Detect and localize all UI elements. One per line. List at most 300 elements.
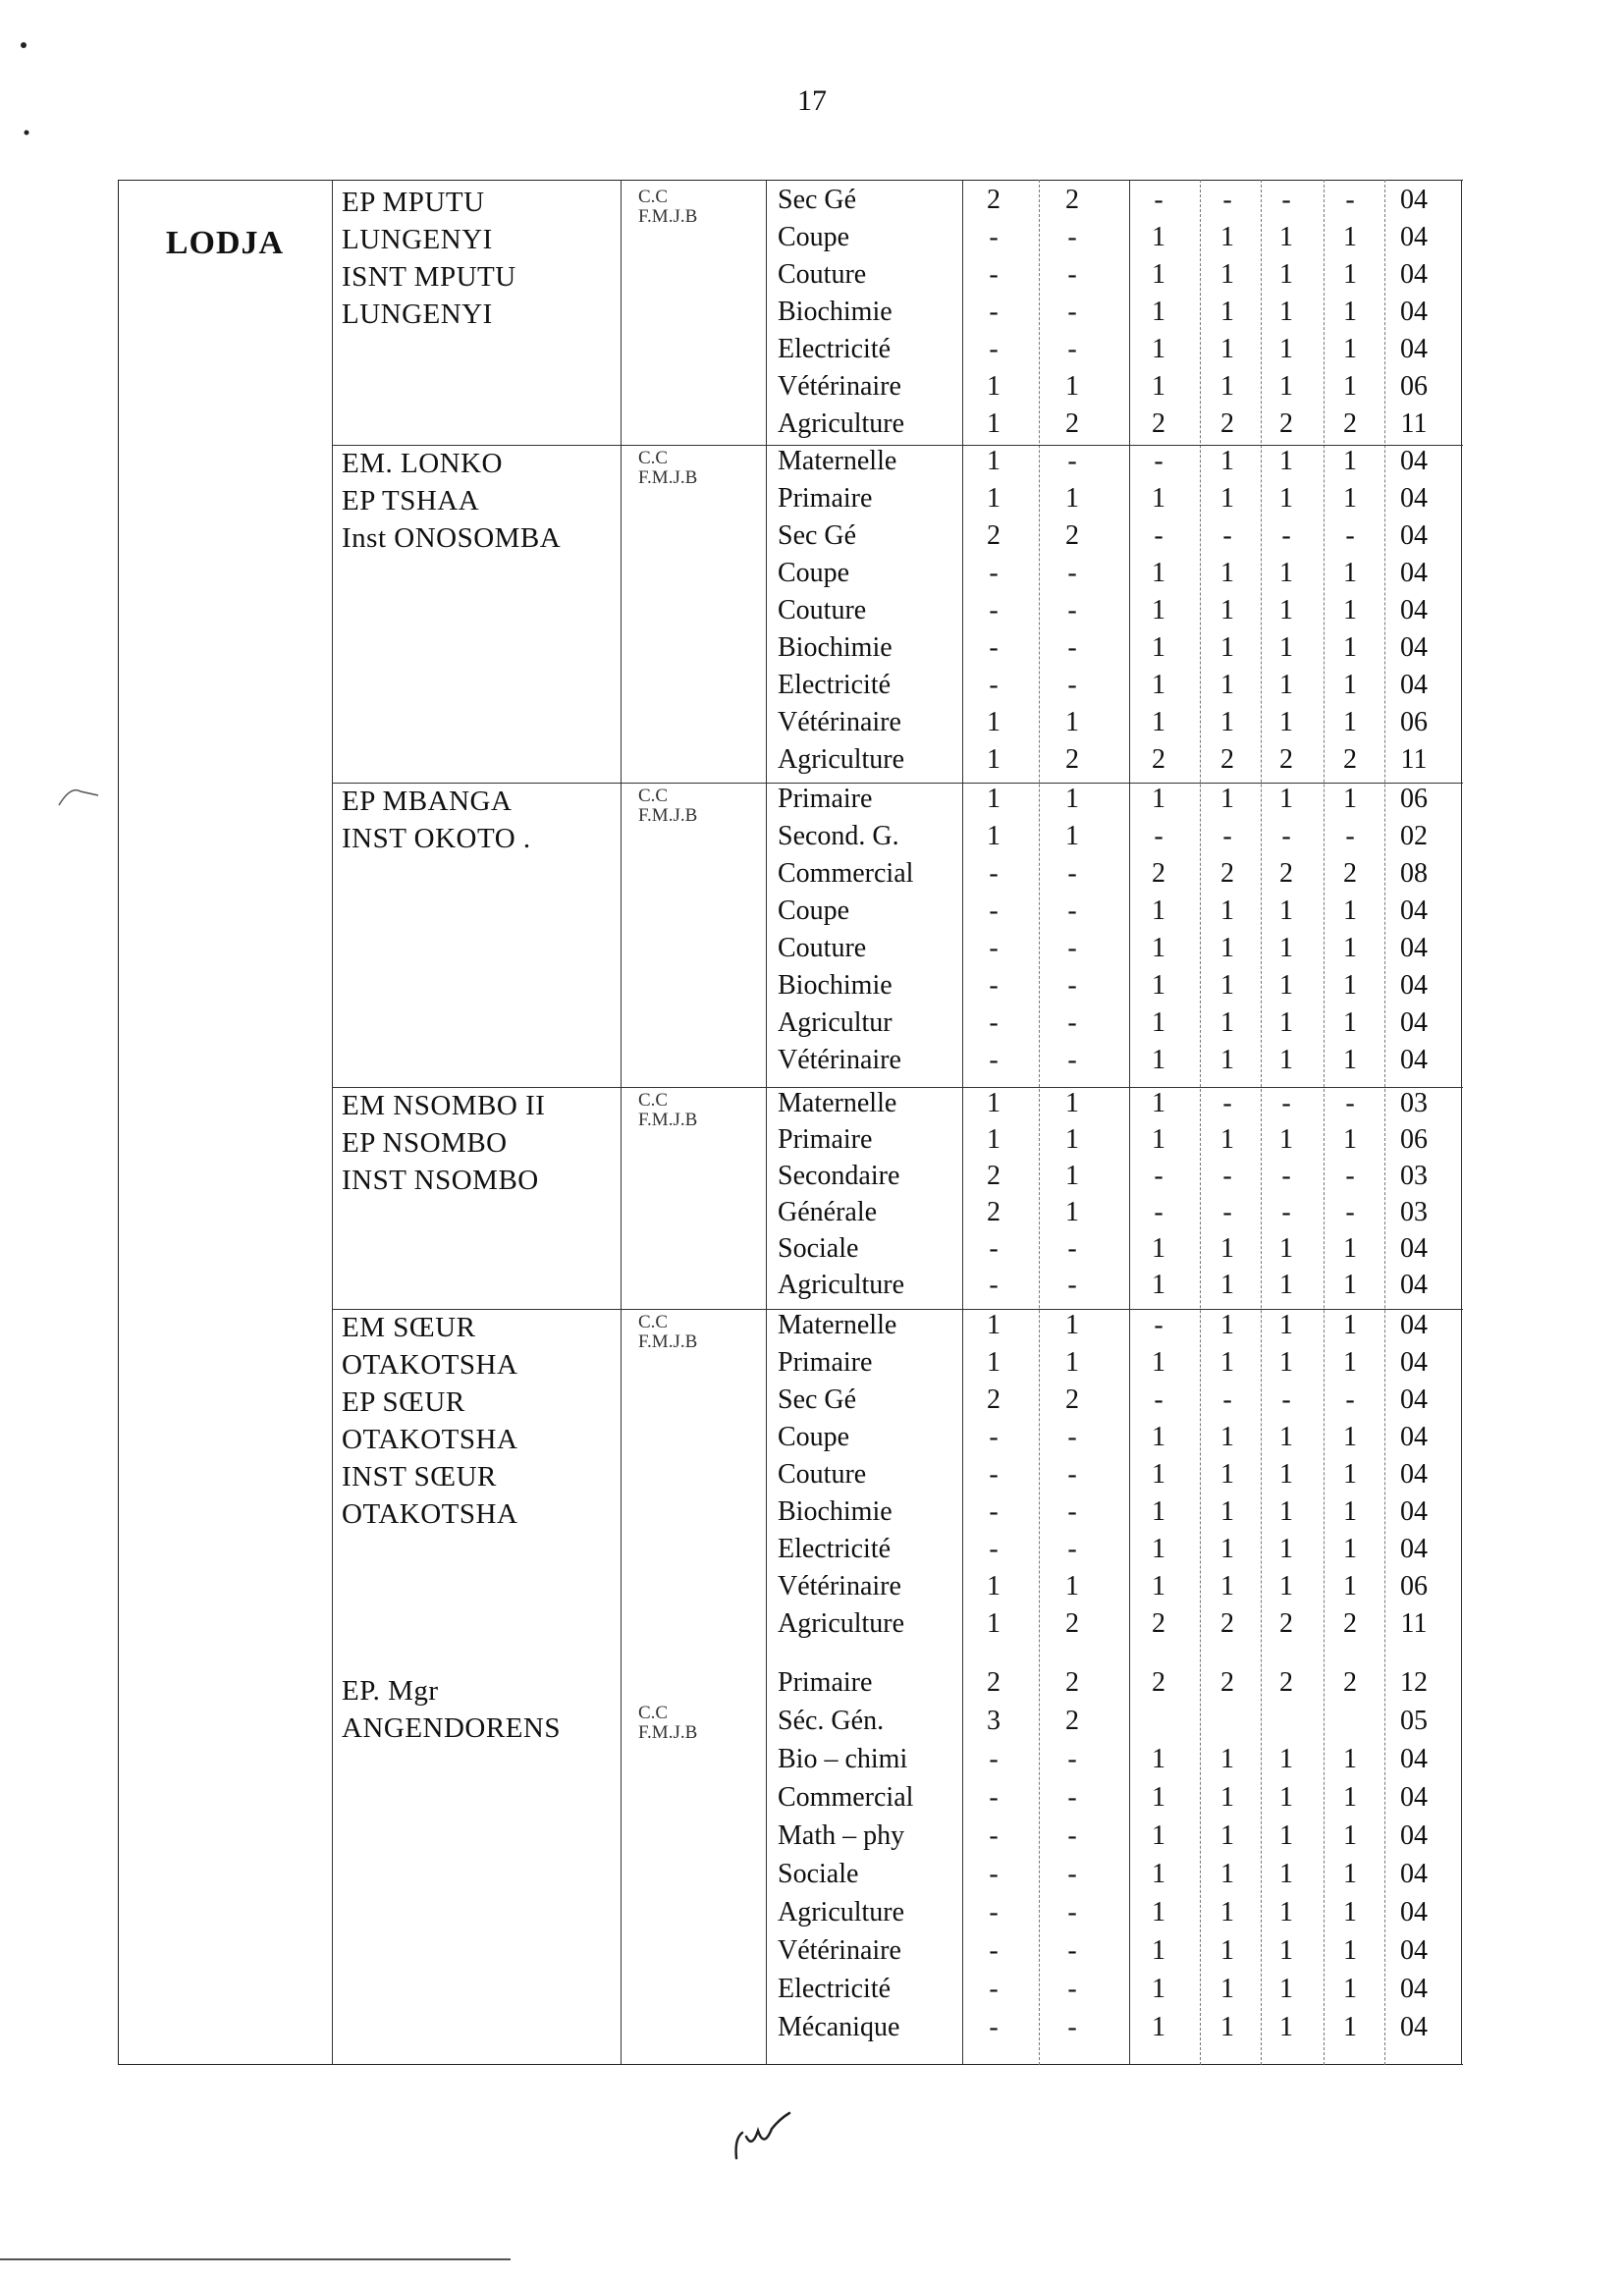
count-cell-4: 1 xyxy=(1220,483,1234,514)
table-row xyxy=(118,219,1463,256)
footer-rule xyxy=(0,2258,511,2260)
count-cell-4: 1 xyxy=(1220,670,1234,700)
count-cell-1: 3 xyxy=(987,1706,1001,1736)
count-cell-3: 1 xyxy=(1152,1820,1165,1851)
handwritten-initials xyxy=(727,2090,844,2178)
speciality-cell: Electricité xyxy=(778,1974,892,2004)
count-cell-2: - xyxy=(1067,595,1077,625)
school-name: ANGENDORENS xyxy=(342,1712,561,1744)
count-cell-6: 1 xyxy=(1343,595,1357,625)
count-cell-4: 1 xyxy=(1220,1045,1234,1075)
count-cell-2: 2 xyxy=(1065,744,1079,775)
count-cell-5: 1 xyxy=(1279,595,1293,625)
count-cell-1: 2 xyxy=(987,1384,1001,1415)
count-cell-6: 1 xyxy=(1343,1571,1357,1601)
table-row xyxy=(118,1230,1463,1268)
count-cell-5: 1 xyxy=(1279,1820,1293,1851)
school-name: EP MPUTU xyxy=(342,187,485,218)
total-cell: 04 xyxy=(1400,896,1428,926)
count-cell-2: - xyxy=(1067,933,1077,963)
scan-speck-icon xyxy=(22,128,31,137)
speciality-cell: Maternelle xyxy=(778,1088,897,1118)
total-cell: 04 xyxy=(1400,222,1428,252)
count-cell-3: 1 xyxy=(1152,1935,1165,1966)
count-cell-4: 1 xyxy=(1220,1422,1234,1452)
count-cell-2: 1 xyxy=(1065,784,1079,814)
organisation-line: C.C xyxy=(638,1703,669,1723)
total-cell: 06 xyxy=(1400,1571,1428,1601)
school-name: OTAKOTSHA xyxy=(342,1424,518,1455)
count-cell-6: 1 xyxy=(1343,1347,1357,1378)
count-cell-1: - xyxy=(989,2012,999,2042)
count-cell-2: - xyxy=(1067,259,1077,290)
count-cell-1: - xyxy=(989,297,999,327)
organisation-line: C.C xyxy=(638,786,669,806)
speciality-cell: Vétérinaire xyxy=(778,707,901,737)
speciality-cell: Sociale xyxy=(778,1233,859,1264)
count-cell-3: 1 xyxy=(1152,632,1165,663)
organisation-line: F.M.J.B xyxy=(638,206,698,227)
count-cell-5: - xyxy=(1281,1384,1291,1415)
count-cell-2: - xyxy=(1067,1859,1077,1889)
total-cell: 11 xyxy=(1400,408,1428,439)
total-cell: 11 xyxy=(1400,1608,1428,1639)
count-cell-3: 1 xyxy=(1152,784,1165,814)
total-cell: 04 xyxy=(1400,446,1428,476)
table-row xyxy=(118,818,1463,855)
count-cell-4: 1 xyxy=(1220,784,1234,814)
count-cell-1: - xyxy=(989,222,999,252)
count-cell-5: 1 xyxy=(1279,1782,1293,1813)
count-cell-3: 1 xyxy=(1152,2012,1165,2042)
count-cell-5: 1 xyxy=(1279,297,1293,327)
count-cell-4: 1 xyxy=(1220,1859,1234,1889)
total-cell: 04 xyxy=(1400,1347,1428,1378)
count-cell-6: 1 xyxy=(1343,1859,1357,1889)
count-cell-1: 1 xyxy=(987,408,1001,439)
total-cell: 05 xyxy=(1400,1706,1428,1736)
count-cell-2: - xyxy=(1067,222,1077,252)
table-row xyxy=(118,1158,1463,1195)
schools-table xyxy=(118,180,1463,2065)
count-cell-5: 1 xyxy=(1279,1007,1293,1038)
speciality-cell: Primaire xyxy=(778,1667,873,1698)
count-cell-4: 2 xyxy=(1220,1608,1234,1639)
total-cell: 04 xyxy=(1400,1859,1428,1889)
count-cell-5: 1 xyxy=(1279,446,1293,476)
count-cell-1: - xyxy=(989,1007,999,1038)
speciality-cell: Second. G. xyxy=(778,821,899,851)
count-cell-6: 1 xyxy=(1343,970,1357,1001)
count-cell-2: 2 xyxy=(1065,1608,1079,1639)
total-cell: 04 xyxy=(1400,632,1428,663)
count-cell-6: - xyxy=(1345,1197,1355,1227)
speciality-cell: Maternelle xyxy=(778,1310,897,1340)
school-name: Inst ONOSOMBA xyxy=(342,522,562,554)
count-cell-1: - xyxy=(989,858,999,889)
group-separator xyxy=(332,1309,1463,1310)
count-cell-6: 1 xyxy=(1343,1233,1357,1264)
count-cell-3: - xyxy=(1154,446,1164,476)
count-cell-4: 1 xyxy=(1220,1782,1234,1813)
count-cell-2: - xyxy=(1067,1045,1077,1075)
count-cell-3: - xyxy=(1154,520,1164,551)
count-cell-2: - xyxy=(1067,297,1077,327)
table-row xyxy=(118,1894,1463,1931)
total-cell: 04 xyxy=(1400,1782,1428,1813)
count-cell-1: - xyxy=(989,259,999,290)
count-cell-4: 1 xyxy=(1220,558,1234,588)
count-cell-2: 1 xyxy=(1065,1161,1079,1191)
count-cell-6: 1 xyxy=(1343,1744,1357,1774)
school-name: EM NSOMBO II xyxy=(342,1090,546,1121)
count-cell-6: - xyxy=(1345,821,1355,851)
count-cell-3: 1 xyxy=(1152,483,1165,514)
school-name: INST OKOTO . xyxy=(342,823,531,854)
count-cell-1: 1 xyxy=(987,483,1001,514)
count-cell-5: 1 xyxy=(1279,1310,1293,1340)
count-cell-3: 1 xyxy=(1152,707,1165,737)
count-cell-5: 1 xyxy=(1279,1045,1293,1075)
count-cell-5: 1 xyxy=(1279,334,1293,364)
total-cell: 04 xyxy=(1400,1974,1428,2004)
count-cell-4: 1 xyxy=(1220,1124,1234,1155)
count-cell-3: - xyxy=(1154,1384,1164,1415)
region-name: LODJA xyxy=(165,225,285,261)
total-cell: 04 xyxy=(1400,558,1428,588)
count-cell-1: 2 xyxy=(987,1197,1001,1227)
table-row xyxy=(118,443,1463,480)
count-cell-5: 1 xyxy=(1279,933,1293,963)
count-cell-3: 2 xyxy=(1152,858,1165,889)
count-cell-6: 1 xyxy=(1343,2012,1357,2042)
count-cell-2: 1 xyxy=(1065,483,1079,514)
count-cell-5: 1 xyxy=(1279,896,1293,926)
speciality-cell: Primaire xyxy=(778,784,873,814)
count-cell-2: - xyxy=(1067,632,1077,663)
count-cell-1: 1 xyxy=(987,1347,1001,1378)
count-cell-3: 1 xyxy=(1152,1496,1165,1527)
count-cell-6: - xyxy=(1345,1384,1355,1415)
count-cell-5: 1 xyxy=(1279,483,1293,514)
count-cell-4: 1 xyxy=(1220,1820,1234,1851)
speciality-cell: Coupe xyxy=(778,558,850,588)
speciality-cell: Commercial xyxy=(778,858,914,889)
count-cell-2: 1 xyxy=(1065,1571,1079,1601)
count-cell-5: - xyxy=(1281,520,1291,551)
count-cell-2: 2 xyxy=(1065,185,1079,215)
total-cell: 04 xyxy=(1400,334,1428,364)
count-cell-6: 1 xyxy=(1343,1820,1357,1851)
organisation-line: C.C xyxy=(638,187,669,207)
count-cell-3: 1 xyxy=(1152,1088,1165,1118)
count-cell-1: - xyxy=(989,1859,999,1889)
total-cell: 06 xyxy=(1400,1124,1428,1155)
speciality-cell: Vétérinaire xyxy=(778,1935,901,1966)
count-cell-3: 1 xyxy=(1152,1007,1165,1038)
total-cell: 03 xyxy=(1400,1161,1428,1191)
count-cell-6: 1 xyxy=(1343,222,1357,252)
pen-mark-icon xyxy=(55,782,104,811)
count-cell-2: - xyxy=(1067,1820,1077,1851)
count-cell-3: 1 xyxy=(1152,558,1165,588)
count-cell-2: 2 xyxy=(1065,1706,1079,1736)
count-cell-3: 2 xyxy=(1152,1608,1165,1639)
count-cell-3: 1 xyxy=(1152,1459,1165,1490)
count-cell-3: 1 xyxy=(1152,670,1165,700)
count-cell-5: 1 xyxy=(1279,1571,1293,1601)
count-cell-1: 1 xyxy=(987,371,1001,402)
table-row xyxy=(118,629,1463,667)
count-cell-1: - xyxy=(989,933,999,963)
total-cell: 06 xyxy=(1400,371,1428,402)
total-cell: 04 xyxy=(1400,1422,1428,1452)
count-cell-4: 1 xyxy=(1220,297,1234,327)
count-cell-2: - xyxy=(1067,670,1077,700)
count-cell-5: 1 xyxy=(1279,632,1293,663)
count-cell-2: 1 xyxy=(1065,1197,1079,1227)
count-cell-5: 2 xyxy=(1279,1608,1293,1639)
school-name: EM SŒUR xyxy=(342,1312,476,1343)
speciality-cell: Agriculture xyxy=(778,1897,905,1927)
count-cell-4: 1 xyxy=(1220,334,1234,364)
count-cell-1: - xyxy=(989,1459,999,1490)
count-cell-1: - xyxy=(989,1045,999,1075)
count-cell-2: - xyxy=(1067,1935,1077,1966)
count-cell-5: 2 xyxy=(1279,744,1293,775)
count-cell-3: - xyxy=(1154,185,1164,215)
count-cell-4: 1 xyxy=(1220,595,1234,625)
table-row xyxy=(118,1605,1463,1643)
count-cell-4: 1 xyxy=(1220,1571,1234,1601)
count-cell-2: 2 xyxy=(1065,520,1079,551)
total-cell: 04 xyxy=(1400,1534,1428,1564)
table-row xyxy=(118,741,1463,779)
count-cell-4: 1 xyxy=(1220,371,1234,402)
count-cell-3: 1 xyxy=(1152,1974,1165,2004)
count-cell-6: - xyxy=(1345,520,1355,551)
count-cell-4: 1 xyxy=(1220,933,1234,963)
count-cell-1: - xyxy=(989,595,999,625)
count-cell-1: - xyxy=(989,670,999,700)
count-cell-6: - xyxy=(1345,1161,1355,1191)
count-cell-4: 1 xyxy=(1220,970,1234,1001)
speciality-cell: Biochimie xyxy=(778,632,893,663)
count-cell-4: 2 xyxy=(1220,1667,1234,1698)
table-row xyxy=(118,1267,1463,1304)
count-cell-4: - xyxy=(1222,1384,1232,1415)
table-row xyxy=(118,781,1463,818)
count-cell-5: - xyxy=(1281,1197,1291,1227)
group-separator xyxy=(332,783,1463,784)
count-cell-5: 2 xyxy=(1279,858,1293,889)
count-cell-6: 1 xyxy=(1343,371,1357,402)
count-cell-6: 1 xyxy=(1343,1124,1357,1155)
total-cell: 04 xyxy=(1400,520,1428,551)
count-cell-6: 1 xyxy=(1343,707,1357,737)
speciality-cell: Primaire xyxy=(778,1347,873,1378)
count-cell-3: 1 xyxy=(1152,1534,1165,1564)
total-cell: 08 xyxy=(1400,858,1428,889)
count-cell-2: 2 xyxy=(1065,408,1079,439)
speciality-cell: Couture xyxy=(778,259,867,290)
count-cell-5: 1 xyxy=(1279,970,1293,1001)
count-cell-2: 1 xyxy=(1065,1124,1079,1155)
speciality-cell: Electricité xyxy=(778,1534,892,1564)
count-cell-4: 1 xyxy=(1220,2012,1234,2042)
group-separator xyxy=(332,1087,1463,1088)
count-cell-1: 1 xyxy=(987,1571,1001,1601)
count-cell-1: - xyxy=(989,1422,999,1452)
school-name: LUNGENYI xyxy=(342,299,493,330)
count-cell-5: 1 xyxy=(1279,1935,1293,1966)
count-cell-4: 1 xyxy=(1220,259,1234,290)
count-cell-1: 2 xyxy=(987,1667,1001,1698)
table-row xyxy=(118,1344,1463,1382)
count-cell-6: 2 xyxy=(1343,858,1357,889)
table-row xyxy=(118,704,1463,741)
speciality-cell: Séc. Gén. xyxy=(778,1706,885,1736)
count-cell-4: 1 xyxy=(1220,1310,1234,1340)
page-number: 17 xyxy=(797,84,827,117)
speciality-cell: Vétérinaire xyxy=(778,371,901,402)
speciality-cell: Agricultur xyxy=(778,1007,893,1038)
count-cell-2: 1 xyxy=(1065,1310,1079,1340)
table-row xyxy=(118,893,1463,930)
count-cell-2: - xyxy=(1067,1496,1077,1527)
table-row xyxy=(118,331,1463,368)
speciality-cell: Biochimie xyxy=(778,1496,893,1527)
count-cell-2: 1 xyxy=(1065,371,1079,402)
count-cell-6: 2 xyxy=(1343,744,1357,775)
table-row xyxy=(118,1419,1463,1456)
total-cell: 04 xyxy=(1400,1233,1428,1264)
count-cell-5: 1 xyxy=(1279,1534,1293,1564)
count-cell-5: 1 xyxy=(1279,1859,1293,1889)
count-cell-1: - xyxy=(989,1782,999,1813)
count-cell-3: - xyxy=(1154,1197,1164,1227)
count-cell-3: 1 xyxy=(1152,1782,1165,1813)
school-name: EP TSHAA xyxy=(342,485,480,516)
total-cell: 04 xyxy=(1400,1045,1428,1075)
scan-speck-icon xyxy=(18,39,29,51)
table-row xyxy=(118,592,1463,629)
count-cell-4: 1 xyxy=(1220,1270,1234,1300)
total-cell: 06 xyxy=(1400,784,1428,814)
count-cell-2: 2 xyxy=(1065,1667,1079,1698)
speciality-cell: Coupe xyxy=(778,1422,850,1452)
count-cell-1: 2 xyxy=(987,520,1001,551)
table-row xyxy=(118,855,1463,893)
speciality-cell: Vétérinaire xyxy=(778,1571,901,1601)
speciality-cell: Couture xyxy=(778,933,867,963)
count-cell-5: 2 xyxy=(1279,408,1293,439)
table-row xyxy=(118,1531,1463,1568)
table-row xyxy=(118,1004,1463,1042)
count-cell-2: 1 xyxy=(1065,1347,1079,1378)
count-cell-1: - xyxy=(989,896,999,926)
count-cell-5: 1 xyxy=(1279,1496,1293,1527)
count-cell-5: 1 xyxy=(1279,1422,1293,1452)
count-cell-2: - xyxy=(1067,1422,1077,1452)
count-cell-2: 1 xyxy=(1065,1088,1079,1118)
count-cell-4: - xyxy=(1222,520,1232,551)
count-cell-5: 1 xyxy=(1279,1347,1293,1378)
table-row xyxy=(118,1856,1463,1893)
count-cell-5: 1 xyxy=(1279,1233,1293,1264)
table-row xyxy=(118,1971,1463,2008)
count-cell-1: - xyxy=(989,1820,999,1851)
count-cell-3: 1 xyxy=(1152,970,1165,1001)
count-cell-6: 2 xyxy=(1343,408,1357,439)
count-cell-4: 1 xyxy=(1220,1233,1234,1264)
total-cell: 04 xyxy=(1400,595,1428,625)
table-row xyxy=(118,1818,1463,1855)
total-cell: 04 xyxy=(1400,1007,1428,1038)
count-cell-5: 1 xyxy=(1279,222,1293,252)
count-cell-1: - xyxy=(989,1744,999,1774)
speciality-cell: Secondaire xyxy=(778,1161,900,1191)
count-cell-6: 1 xyxy=(1343,259,1357,290)
count-cell-1: - xyxy=(989,334,999,364)
count-cell-3: 1 xyxy=(1152,1347,1165,1378)
table-row xyxy=(118,1493,1463,1531)
count-cell-3: 1 xyxy=(1152,933,1165,963)
total-cell: 04 xyxy=(1400,1459,1428,1490)
total-cell: 04 xyxy=(1400,483,1428,514)
table-row xyxy=(118,368,1463,406)
total-cell: 03 xyxy=(1400,1088,1428,1118)
count-cell-2: - xyxy=(1067,970,1077,1001)
count-cell-2: - xyxy=(1067,334,1077,364)
count-cell-6: - xyxy=(1345,1088,1355,1118)
count-cell-5: 1 xyxy=(1279,1744,1293,1774)
count-cell-1: 1 xyxy=(987,707,1001,737)
count-cell-6: - xyxy=(1345,185,1355,215)
total-cell: 04 xyxy=(1400,185,1428,215)
count-cell-1: - xyxy=(989,1270,999,1300)
count-cell-4: 1 xyxy=(1220,1974,1234,2004)
speciality-cell: Couture xyxy=(778,1459,867,1490)
speciality-cell: Générale xyxy=(778,1197,878,1227)
speciality-cell: Sociale xyxy=(778,1859,859,1889)
count-cell-4: 2 xyxy=(1220,408,1234,439)
total-cell: 02 xyxy=(1400,821,1428,851)
total-cell: 06 xyxy=(1400,707,1428,737)
count-cell-2: 2 xyxy=(1065,1384,1079,1415)
total-cell: 04 xyxy=(1400,1935,1428,1966)
count-cell-3: 1 xyxy=(1152,1571,1165,1601)
school-name: LUNGENYI xyxy=(342,224,493,255)
count-cell-1: 1 xyxy=(987,446,1001,476)
count-cell-3: 1 xyxy=(1152,1897,1165,1927)
total-cell: 04 xyxy=(1400,1384,1428,1415)
school-name: INST SŒUR xyxy=(342,1461,497,1493)
speciality-cell: Commercial xyxy=(778,1782,914,1813)
total-cell: 04 xyxy=(1400,1897,1428,1927)
count-cell-3: - xyxy=(1154,1161,1164,1191)
speciality-cell: Sec Gé xyxy=(778,185,857,215)
total-cell: 04 xyxy=(1400,1820,1428,1851)
speciality-cell: Math – phy xyxy=(778,1820,905,1851)
count-cell-5: - xyxy=(1281,1161,1291,1191)
count-cell-2: - xyxy=(1067,1782,1077,1813)
count-cell-1: - xyxy=(989,1534,999,1564)
count-cell-3: 2 xyxy=(1152,408,1165,439)
count-cell-6: 1 xyxy=(1343,334,1357,364)
count-cell-4: 1 xyxy=(1220,707,1234,737)
count-cell-4: 1 xyxy=(1220,1496,1234,1527)
